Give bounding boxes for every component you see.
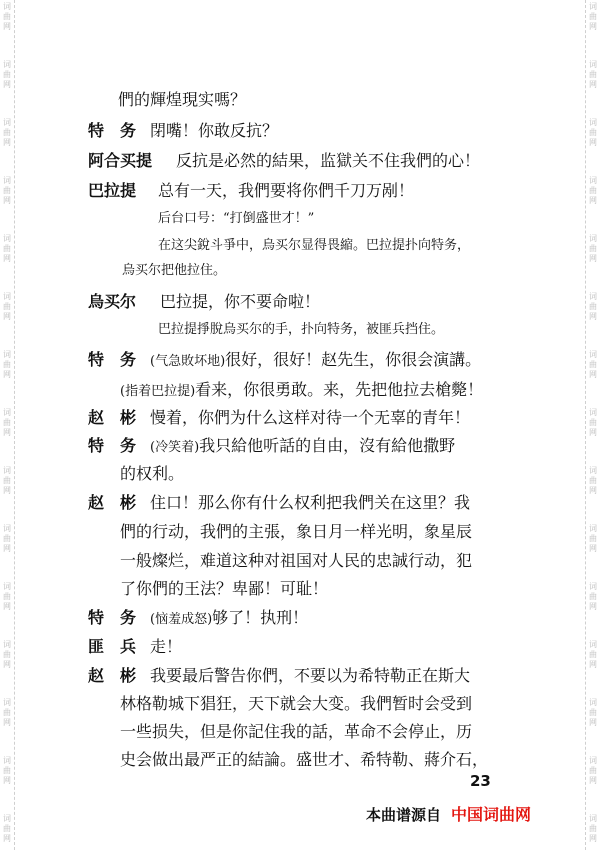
speaker-name: 巴拉提 — [88, 181, 137, 200]
watermark-text: 词曲网 — [589, 176, 597, 205]
watermark-text: 词曲网 — [3, 176, 11, 205]
watermark-text: 词曲网 — [589, 292, 597, 321]
watermark-text: 词曲网 — [589, 350, 597, 379]
script-line: 阿合买提 反抗是必然的結果，监獄关不住我們的心！ — [88, 151, 481, 170]
script-line: 的权利。 — [120, 464, 185, 483]
watermark-text: 词曲网 — [589, 118, 597, 147]
watermark-text: 词曲网 — [589, 814, 597, 843]
watermark-text: 词曲网 — [3, 60, 11, 89]
paren-direction: (恼羞成怒) — [150, 612, 213, 627]
watermark-text: 词曲网 — [3, 466, 11, 495]
script-line: (指着巴拉提)看来，你很勇敢。来，先把他拉去槍斃！ — [120, 380, 484, 399]
watermark-text: 词曲网 — [589, 60, 597, 89]
speaker-name: 阿合买提 — [88, 151, 153, 170]
watermark-text: 词曲网 — [3, 234, 11, 263]
stage-direction: 后台口号：“打倒盛世才！” — [158, 211, 315, 226]
paren-direction: (指着巴拉提) — [120, 384, 196, 399]
script-line: 們的行动，我們的主張，象日月一样光明，象星辰 — [120, 522, 473, 541]
speaker-name: 特 务 — [88, 350, 137, 369]
script-line: 赵 彬 我要最后警告你們，不要以为希特勒正在斯大 — [88, 666, 471, 685]
script-line: 赵 彬 慢着，你們为什么这样对待一个无辜的青年！ — [88, 408, 471, 427]
right-watermark-strip — [585, 0, 600, 850]
script-line: 烏买尔 巴拉提，你不要命啦！ — [88, 292, 321, 311]
script-line: 特 务 (恼羞成怒)够了！执刑！ — [88, 608, 309, 627]
speaker-name: 特 务 — [88, 436, 137, 455]
speaker-name: 特 务 — [88, 608, 137, 627]
watermark-text: 词曲网 — [3, 292, 11, 321]
stage-direction: 烏买尔把他拉住。 — [122, 263, 227, 278]
watermark-text: 词曲网 — [3, 698, 11, 727]
footer-prefix: 本曲谱源自 — [366, 806, 442, 824]
speaker-name: 赵 彬 — [88, 408, 137, 427]
watermark-text: 词曲网 — [3, 582, 11, 611]
footer-brand-link[interactable]: 中国词曲网 — [451, 805, 532, 824]
script-line: 巴拉提 总有一天，我們要将你們千刀万剐！ — [88, 181, 415, 200]
script-line: 史会做出最严正的結論。盛世才、希特勒、蔣介石， — [120, 750, 489, 769]
script-line: 特 务 (气急敗坏地)很好，很好！赵先生，你很会演講。 — [88, 350, 482, 369]
speaker-name: 赵 彬 — [88, 666, 137, 685]
watermark-text: 词曲网 — [589, 466, 597, 495]
watermark-text: 词曲网 — [589, 698, 597, 727]
watermark-text: 词曲网 — [3, 118, 11, 147]
watermark-text: 词曲网 — [3, 524, 11, 553]
watermark-text: 词曲网 — [3, 2, 11, 31]
watermark-text: 词曲网 — [589, 756, 597, 785]
script-line: 匪 兵 走！ — [88, 637, 183, 656]
script-line: 特 务 閉嘴！你敢反抗？ — [88, 121, 279, 140]
watermark-text: 词曲网 — [3, 814, 11, 843]
watermark-text: 词曲网 — [589, 234, 597, 263]
paren-direction: (气急敗坏地) — [150, 354, 226, 369]
speaker-name: 烏买尔 — [88, 292, 137, 311]
script-line: 赵 彬 住口！那么你有什么权利把我們关在这里？我 — [88, 493, 471, 512]
script-line: 林格勒城下猖狂，天下就会大变。我們暂时会受到 — [120, 694, 473, 713]
script-line: 了你們的王法？卑鄙！可耻！ — [120, 579, 329, 598]
script-line: 特 务 (冷笑着)我只給他听話的自由，沒有給他撒野 — [88, 436, 456, 455]
script-line: 一般燦烂，难道这种对祖国对人民的忠誠行动，犯 — [120, 551, 473, 570]
watermark-text: 词曲网 — [589, 2, 597, 31]
script-line: 們的輝煌現实嗎？ — [118, 90, 247, 109]
watermark-text: 词曲网 — [3, 756, 11, 785]
source-footer — [366, 802, 531, 825]
watermark-text: 词曲网 — [589, 524, 597, 553]
stage-direction: 在这尖銳斗爭中，烏买尔显得畏縮。巴拉提扑向特务， — [158, 238, 471, 253]
watermark-text: 词曲网 — [3, 408, 11, 437]
page-number: 23 — [470, 772, 491, 790]
watermark-text: 词曲网 — [589, 408, 597, 437]
script-line: 一些损失，但是你記住我的話，革命不会停止，历 — [120, 722, 473, 741]
left-watermark-strip — [0, 0, 15, 850]
watermark-text: 词曲网 — [589, 582, 597, 611]
speaker-name: 赵 彬 — [88, 493, 137, 512]
speaker-name: 特 务 — [88, 121, 137, 140]
watermark-text: 词曲网 — [589, 640, 597, 669]
paren-direction: (冷笑着) — [150, 440, 200, 455]
stage-direction: 巴拉提掙脫烏买尔的手，扑向特务，被匪兵挡住。 — [158, 322, 445, 337]
speaker-name: 匪 兵 — [88, 637, 137, 656]
watermark-text: 词曲网 — [3, 640, 11, 669]
watermark-text: 词曲网 — [3, 350, 11, 379]
